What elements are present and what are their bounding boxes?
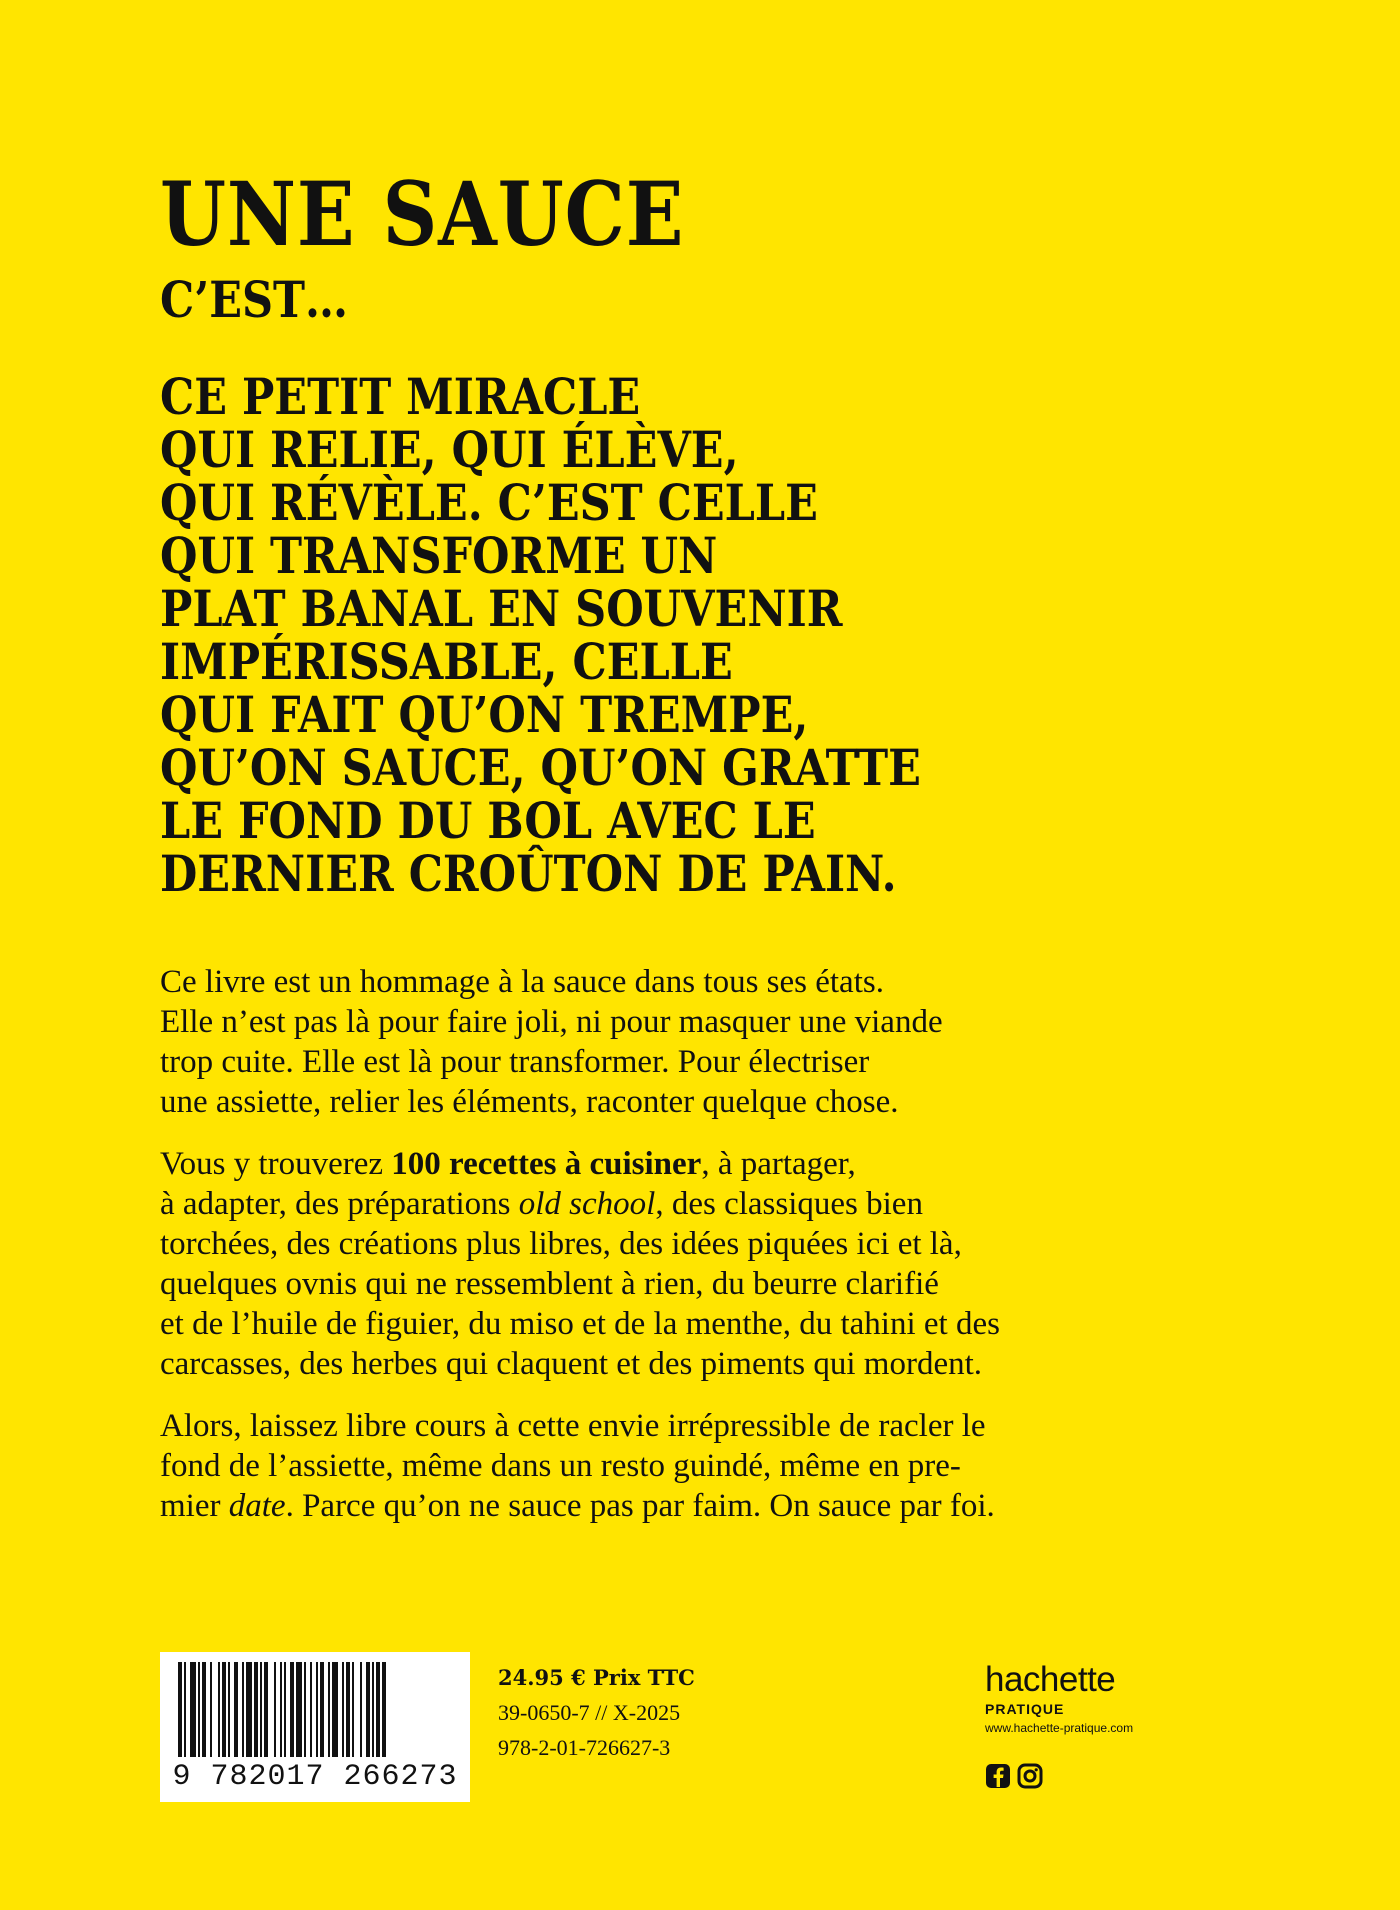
barcode-bar: [296, 1662, 302, 1757]
manifesto-line: QUI RELIE, QUI ÉLÈVE,: [160, 420, 739, 479]
publisher-brand: hachette: [985, 1660, 1116, 1699]
text-fragment: , des classiques bien: [655, 1186, 923, 1222]
text-fragment: . Parce qu’on ne sauce pas par faim. On sauce par foi.: [285, 1488, 995, 1524]
price: 24.95 € Prix TTC: [498, 1665, 695, 1690]
manifesto-line: IMPÉRISSABLE, CELLE: [160, 632, 733, 691]
text-line: carcasses, des herbes qui claquent et des piments qui mordent.: [160, 1346, 983, 1382]
barcode-bar: [284, 1662, 286, 1757]
barcode-bar: [198, 1662, 200, 1757]
barcode-bar: [228, 1662, 230, 1757]
manifesto-line: QU’ON SAUCE, QU’ON GRATTE: [160, 738, 921, 797]
text-fragment: mier: [160, 1488, 229, 1524]
manifesto-line: LE FOND DU BOL AVEC LE: [160, 791, 816, 850]
price-info: [498, 1660, 695, 1765]
barcode-bar: [382, 1662, 386, 1757]
barcode-bar: [210, 1662, 212, 1757]
barcode-bar: [254, 1662, 258, 1757]
barcode-bars: [170, 1662, 460, 1757]
barcode-digits: 9 782017 266273: [172, 1760, 458, 1794]
barcode-bar: [372, 1662, 374, 1757]
barcode-bar: [304, 1662, 306, 1757]
barcode-bar: [290, 1662, 294, 1757]
barcode-bar: [202, 1662, 206, 1757]
facebook-icon[interactable]: [985, 1763, 1011, 1794]
publisher-logo: [985, 1662, 1133, 1735]
manifesto-line: CE PETIT MIRACLE: [160, 367, 641, 426]
text-line: quelques ovnis qui ne ressemblent à rien, du beurre clarifié: [160, 1266, 939, 1302]
barcode-bar: [260, 1662, 262, 1757]
text-line: [160, 1144, 1170, 1184]
barcode-bar: [332, 1662, 338, 1757]
barcode-bar: [366, 1662, 370, 1757]
barcode-bar: [376, 1662, 380, 1757]
italic-fragment: date: [228, 1488, 286, 1524]
barcode-bar: [234, 1662, 238, 1757]
barcode-bar: [218, 1662, 220, 1757]
publisher-imprint: PRATIQUE: [985, 1701, 1065, 1717]
text-line: Ce livre est un hommage à la sauce dans tous ses états.: [160, 964, 884, 1000]
paragraph-1: [160, 962, 1170, 1122]
social-icons: [985, 1763, 1043, 1794]
text-line: trop cuite. Elle est là pour transformer. Pour électriser: [160, 1044, 870, 1080]
barcode-bar: [242, 1662, 244, 1757]
barcode-bar: [360, 1662, 362, 1757]
barcode-bar: [264, 1662, 268, 1757]
manifesto-line: QUI TRANSFORME UN: [160, 526, 718, 585]
barcode-bar: [346, 1662, 350, 1757]
paragraph-3: [160, 1406, 1170, 1526]
publisher-website[interactable]: www.hachette-pratique.com: [985, 1721, 1134, 1735]
text-line: Elle n’est pas là pour faire joli, ni pour masquer une viande: [160, 1004, 943, 1040]
text-line: Alors, laissez libre cours à cette envie irrépressible de racler le: [160, 1408, 986, 1444]
barcode-bar: [184, 1662, 186, 1757]
barcode-bar: [316, 1662, 318, 1757]
text-fragment: Vous y trouverez: [160, 1146, 392, 1182]
text-fragment: à adapter, des préparations: [160, 1186, 519, 1222]
barcode-bar: [320, 1662, 324, 1757]
paragraph-2: [160, 1144, 1170, 1384]
barcode-bar: [222, 1662, 226, 1757]
barcode-bar: [310, 1662, 312, 1757]
barcode-bar: [178, 1662, 182, 1757]
instagram-icon[interactable]: [1017, 1763, 1043, 1794]
manifesto: [160, 367, 921, 903]
text-line: [160, 1486, 1170, 1526]
text-line: torchées, des créations plus libres, des idées piquées ici et là,: [160, 1226, 962, 1262]
barcode-bar: [246, 1662, 252, 1757]
manifesto-line: QUI RÉVÈLE. C’EST CELLE: [160, 473, 818, 532]
subhead: C’EST…: [160, 270, 349, 329]
manifesto-line: QUI FAIT QU’ON TREMPE,: [160, 685, 809, 744]
barcode-bar: [328, 1662, 330, 1757]
manifesto-line: DERNIER CROÛTON DE PAIN.: [160, 844, 897, 903]
text-line: [160, 1184, 1170, 1224]
barcode-bar: [352, 1662, 354, 1757]
bold-fragment: 100 recettes à cuisiner: [391, 1146, 702, 1182]
text-line: une assiette, relier les éléments, raconter quelque chose.: [160, 1084, 899, 1120]
headline: UNE SAUCE: [160, 162, 685, 266]
barcode-bar: [190, 1662, 196, 1757]
barcode-bar: [342, 1662, 344, 1757]
italic-fragment: old school: [518, 1186, 656, 1222]
isbn: 978-2-01-726627-3: [498, 1735, 671, 1760]
barcode-bar: [280, 1662, 282, 1757]
barcode-bar: [274, 1662, 276, 1757]
text-line: fond de l’assiette, même dans un resto guindé, même en pre-: [160, 1448, 961, 1484]
text-line: et de l’huile de figuier, du miso et de la menthe, du tahini et des: [160, 1306, 1000, 1342]
barcode: [160, 1652, 470, 1802]
manifesto-line: PLAT BANAL EN SOUVENIR: [160, 579, 843, 638]
text-fragment: , à partager,: [701, 1146, 856, 1182]
product-code: 39-0650-7 // X-2025: [498, 1700, 681, 1725]
description: [160, 962, 1170, 1548]
